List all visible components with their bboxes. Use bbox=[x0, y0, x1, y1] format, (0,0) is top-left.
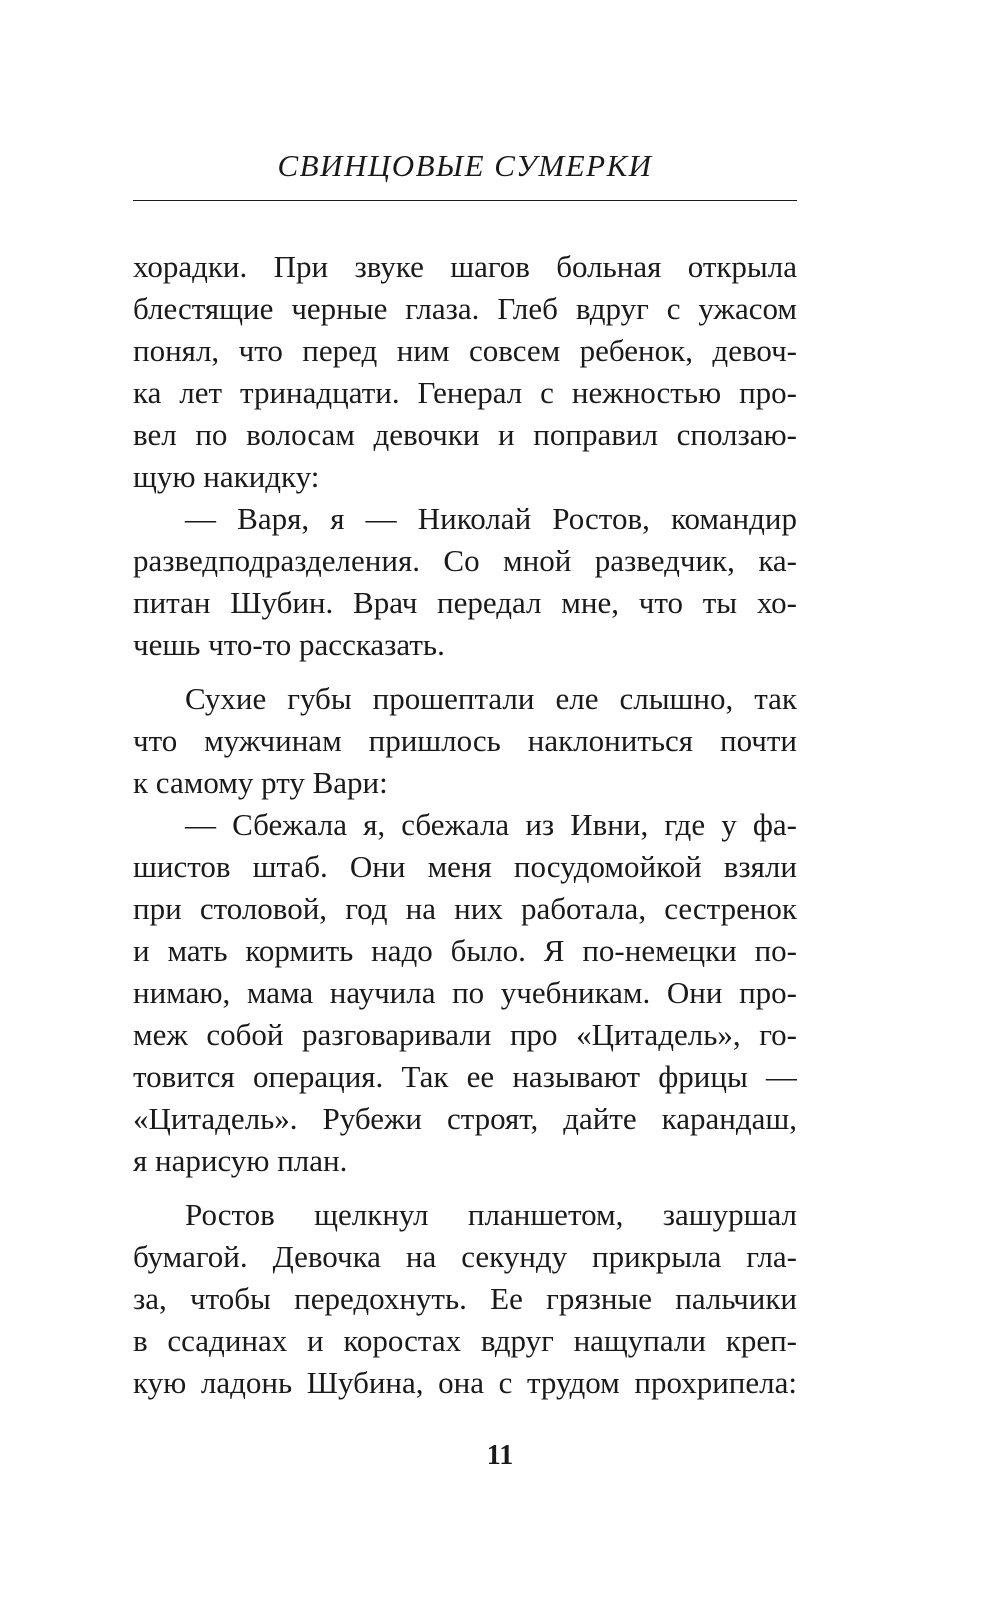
text-line: Сухие губы прошептали еле слышно, так bbox=[185, 681, 797, 716]
text-line: товится операция. Так ее называют фрицы — bbox=[133, 1059, 797, 1094]
text-line: кую ладонь Шубина, она с трудом прохрипела: bbox=[133, 1365, 797, 1400]
text-line: что мужчинам пришлось наклониться почти bbox=[133, 723, 797, 758]
text-line: ка лет тринадцати. Генерал с нежностью про- bbox=[133, 375, 797, 410]
text-line: — Варя, я — Николай Ростов, командир bbox=[185, 501, 797, 536]
text-line: щую накидку: bbox=[133, 459, 320, 494]
running-title: СВИНЦОВЫЕ СУМЕРКИ bbox=[277, 148, 653, 183]
text-line: при столовой, год на них работала, сестренок bbox=[133, 891, 797, 926]
text-line: «Цитадель». Рубежи строят, дайте карандаш, bbox=[133, 1101, 797, 1136]
page-number: 11 bbox=[486, 1440, 514, 1471]
text-line: в ссадинах и коростах вдруг нащупали креп- bbox=[133, 1323, 797, 1358]
text-line: шистов штаб. Они меня посудомойкой взяли bbox=[133, 849, 797, 884]
text-line: хорадки. При звуке шагов больная открыла bbox=[133, 249, 797, 284]
text-line: Ростов щелкнул планшетом, зашуршал bbox=[185, 1197, 797, 1232]
text-line: к самому рту Вари: bbox=[133, 765, 388, 800]
text-line: чешь что-то рассказать. bbox=[133, 627, 445, 662]
text-line: питан Шубин. Врач передал мне, что ты хо- bbox=[133, 585, 797, 620]
text-line: я нарисую план. bbox=[133, 1143, 348, 1178]
header-rule bbox=[133, 200, 797, 201]
text-line: за, чтобы передохнуть. Ее грязные пальчики bbox=[133, 1281, 797, 1316]
text-line: понял, что перед ним совсем ребенок, девоч- bbox=[133, 333, 797, 368]
text-line: нимаю, мама научила по учебникам. Они про- bbox=[133, 975, 797, 1010]
text-line: бумагой. Девочка на секунду прикрыла гла- bbox=[133, 1239, 797, 1274]
text-line: блестящие черные глаза. Глеб вдруг с ужасом bbox=[133, 291, 797, 326]
text-line: разведподразделения. Со мной разведчик, ка- bbox=[133, 543, 797, 578]
body-text bbox=[133, 246, 797, 1404]
text-line: и мать кормить надо было. Я по-немецки по- bbox=[133, 933, 797, 968]
text-line: — Сбежала я, сбежала из Ивни, где у фа- bbox=[185, 807, 797, 842]
text-line: меж собой разговаривали про «Цитадель», го- bbox=[133, 1017, 797, 1052]
text-line: вел по волосам девочки и поправил сползаю- bbox=[133, 417, 797, 452]
